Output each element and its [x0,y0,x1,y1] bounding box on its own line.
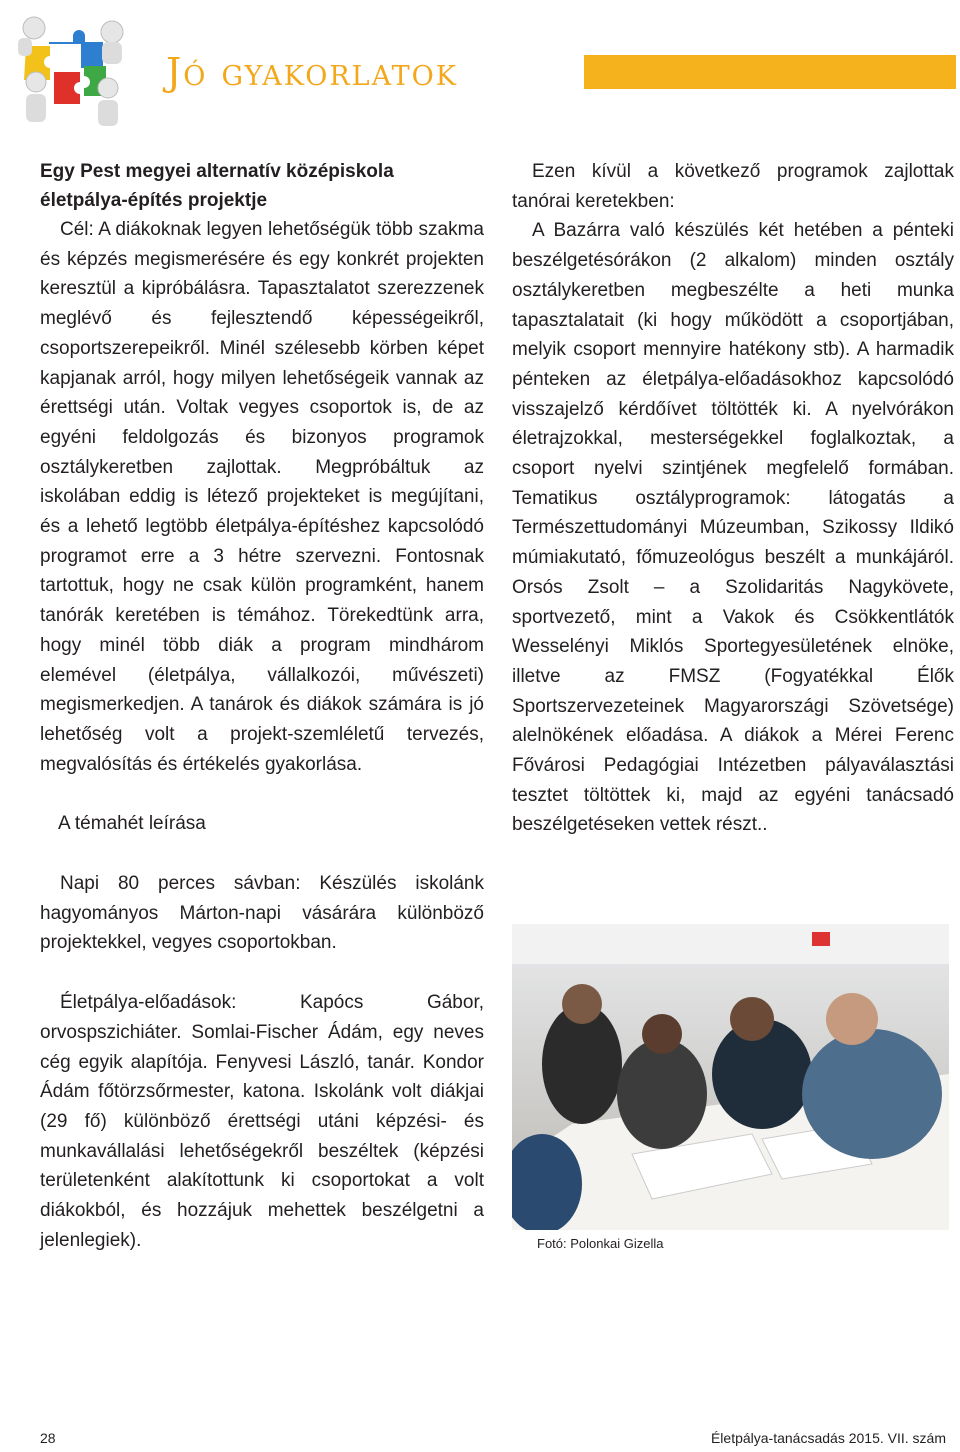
header-bar [584,55,956,89]
page-number: 28 [40,1430,56,1446]
left-column [40,157,484,1256]
body-paragraph: Ezen kívül a következő programok zajlottak tanórai keretekben: [512,161,954,212]
body-paragraph: Életpálya-előadások: Kapócs Gábor, orvospszichiáter. Somlai-Fischer Ádám, egy neves cég egyik alapítója. Fenyvesi László, tanár. Kondor Ádám főtörzsőrmester, katona. Iskolánk volt diákjai (29 fő) különböző érettségi utáni képzési- és munkavállalási lehetőségekről beszéltek (képzési területenként alakítottunk ki csoportokat a volt diákokból, és hozzájuk mehettek beszélgetni a jelenlegiek). [40,992,484,1251]
publication-footer: Életpálya-tanácsadás 2015. VII. szám [710,1430,946,1446]
photo-caption: Fotó: Polonkai Gizella [537,1236,664,1251]
section-title: Jó gyakorlatok [166,50,458,94]
article-title: Egy Pest megyei alternatív középiskola életpálya-építés projektje [40,161,394,211]
body-paragraph: Napi 80 perces sávban: Készülés iskolánk hagyományos Márton-napi vásárára különböző projektekkel, vegyes csoportokban. [40,873,484,954]
section-heading: A témahét leírása [58,813,206,835]
puzzle-figures-icon [4,2,154,130]
body-paragraph: Cél: A diákoknak legyen lehetőségük több szakma és képzés megismerésére és egy konkrét projekten keresztül a kipróbálásra. Tapasztalatot szerezzenek meglévő és fejlesztendő képességeikről, csoportszerepeikről. Minél szélesebb körben képet kapjanak arról, hogy milyen lehetőségeik vannak az érettségi után. Voltak vegyes csoportok is, de az egyéni feldolgozás és bizonyos programok osztálykeretben zajlottak. Megpróbáltuk az iskolában eddig is létező projekteket is megújítani, és a lehető legtöbb életpálya-építéshez kapcsolódó programot erre a 3 hétre szervezni. Fontosnak tartottuk, hogy ne csak külön programként, hanem tanórák keretében is témához. Törekedtünk arra, hogy minél több diák a program mindhárom elemével (életpálya, vállalkozói, művészeti) megismerkedjen. A tanárok és diákok számára is jó lehetőség volt a projekt-szemléletű tervezés, megvalósítás és értékelés gyakorlása. [40,219,484,775]
students-photo [512,924,949,1230]
body-paragraph: A Bazárra való készülés két hetében a pénteki beszélgetésórákon (2 alkalom) minden osztály osztálykeretben megbeszélte a heti munka tapasztalatait (ki hogy működött a csoportjában, melyik csoport mennyire hatékony stb). A harmadik pénteken az életpálya-előadásokhoz kapcsolódó visszajelző kérdőívet töltötték ki. A nyelvórákon életrajzokkal, mesterségekkel foglalkoztak, a csoport nyelvi szintjének megfelelő formában. Tematikus osztályprogramok: látogatás a Természettudományi Múzeumban, Szikossy Ildikó múmiakutató, főmuzeológus beszélt a munkájáról. Orsós Zsolt – a Szolidaritás Nagykövete, sportvezető, mint a Vakok és Csökkentlátók Wesselényi Miklós Sportegyesületének elnöke, illetve az FMSZ (Fogyatékkal Élők Sportszervezeteinek Magyarországi Szövetsége) alelnökének előadása. A diákok a Mérei Ferenc Fővárosi Pedagógiai Intézetben pályaválasztási tesztet töltöttek ki, majd az egyéni tanácsadó beszélgetéseken vettek részt.. [512,220,954,836]
right-column [512,157,954,840]
